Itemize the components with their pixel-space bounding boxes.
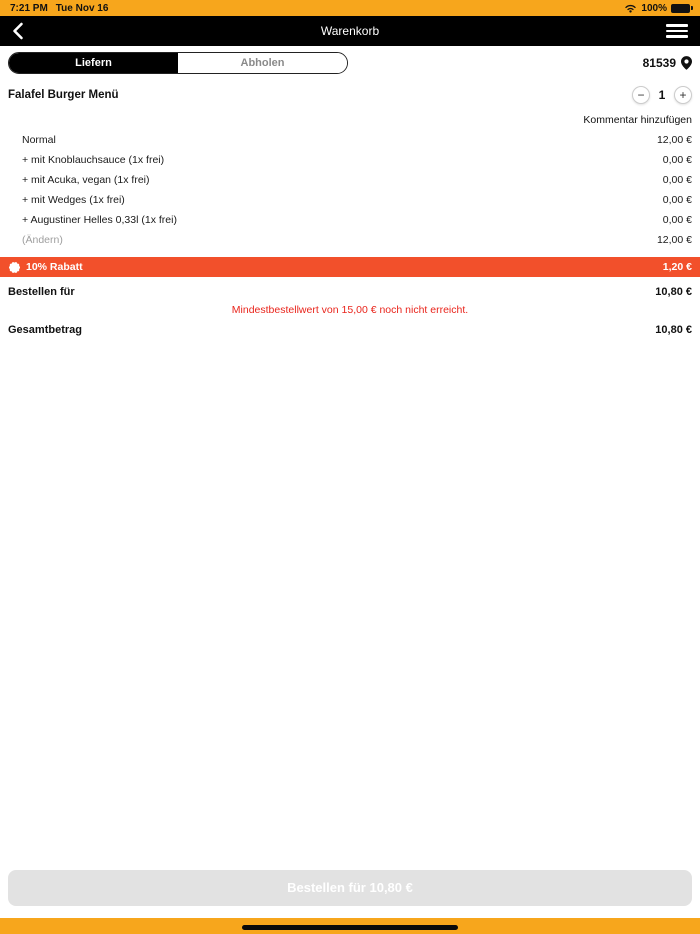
grand-total-row xyxy=(0,320,700,340)
add-comment-link[interactable]: Kommentar hinzufügen xyxy=(583,114,692,126)
quantity-increase-button[interactable]: + xyxy=(674,86,692,104)
battery-percent: 100% xyxy=(641,2,667,14)
option-label: + Augustiner Helles 0,33l (1x frei) xyxy=(22,214,177,226)
quantity-decrease-button[interactable]: − xyxy=(632,86,650,104)
home-indicator[interactable] xyxy=(242,925,458,930)
item-total-price: 12,00 € xyxy=(656,234,692,246)
wifi-icon xyxy=(624,3,637,13)
zip-code-value: 81539 xyxy=(642,56,676,70)
order-subtotal-row xyxy=(0,282,700,302)
option-price: 0,00 € xyxy=(662,154,692,166)
change-item-link[interactable]: (Ändern) xyxy=(22,234,63,246)
option-price: 12,00 € xyxy=(656,134,692,146)
battery-icon xyxy=(671,4,690,13)
cart-item-header xyxy=(0,74,700,104)
cart-item-options xyxy=(0,128,700,250)
discount-amount: 1,20 € xyxy=(662,261,692,273)
bottom-bar xyxy=(0,918,700,934)
option-label: + mit Acuka, vegan (1x frei) xyxy=(22,174,150,186)
hamburger-menu-button[interactable] xyxy=(666,20,688,42)
option-label: + mit Knoblauchsauce (1x frei) xyxy=(22,154,165,166)
back-button[interactable] xyxy=(12,19,36,43)
comment-row xyxy=(0,104,700,128)
zip-code-selector[interactable] xyxy=(643,56,692,70)
option-row xyxy=(0,170,700,190)
tab-delivery[interactable]: Liefern xyxy=(9,53,178,73)
tab-pickup[interactable]: Abholen xyxy=(178,53,347,73)
option-price: 0,00 € xyxy=(662,174,692,186)
discount-badge-icon xyxy=(8,261,21,274)
discount-banner xyxy=(0,257,700,277)
order-subtotal-value: 10,80 € xyxy=(655,286,692,298)
option-row xyxy=(0,150,700,170)
option-label: + mit Wedges (1x frei) xyxy=(22,194,125,206)
status-time: 7:21 PM xyxy=(10,2,48,14)
min-order-warning: Mindestbestellwert von 15,00 € noch nicht erreicht. xyxy=(231,304,469,316)
status-date: Tue Nov 16 xyxy=(55,2,109,14)
option-price: 0,00 € xyxy=(662,214,692,226)
option-price: 0,00 € xyxy=(662,194,692,206)
order-type-row xyxy=(0,46,700,74)
quantity-stepper xyxy=(632,86,692,104)
option-row xyxy=(0,190,700,210)
option-row xyxy=(0,210,700,230)
grand-total-value: 10,80 € xyxy=(655,324,692,336)
navbar xyxy=(0,16,700,46)
hamburger-icon xyxy=(666,24,688,27)
quantity-value: 1 xyxy=(658,88,666,102)
discount-label: 10% Rabatt xyxy=(26,261,83,273)
option-label: Normal xyxy=(22,134,56,146)
option-row xyxy=(0,130,700,150)
order-subtotal-label: Bestellen für xyxy=(8,286,75,298)
chevron-left-icon xyxy=(12,22,24,40)
cart-item-name: Falafel Burger Menü xyxy=(8,89,119,101)
grand-total-label: Gesamtbetrag xyxy=(8,324,82,336)
page-title: Warenkorb xyxy=(320,24,380,38)
order-submit-button[interactable]: Bestellen für 10,80 € xyxy=(8,870,692,906)
status-bar xyxy=(0,0,700,16)
delivery-pickup-toggle xyxy=(8,52,348,74)
location-pin-icon xyxy=(681,56,692,70)
option-row-change xyxy=(0,230,700,250)
